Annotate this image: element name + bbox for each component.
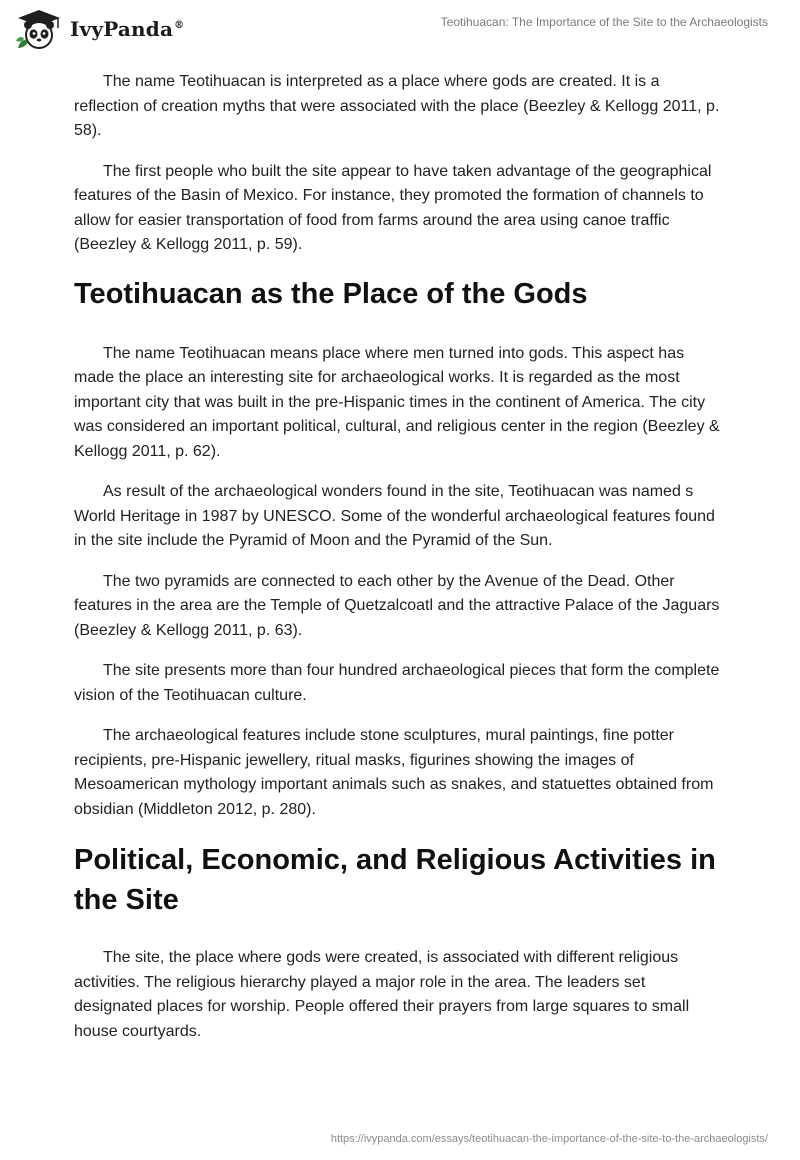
page-header: [0, 0, 800, 60]
ivypanda-logo[interactable]: [14, 8, 184, 50]
paragraph: The two pyramids are connected to each other by the Avenue of the Dead. Other features in the area are the Temple of Quetzalcoatl and the attractive Palace of the Jaguars (Beezley & Kellogg 2011, p. 63).: [74, 572, 720, 639]
paragraph: The site, the place where gods were created, is associated with different religious activities. The religious hierarchy played a major role in the area. The leaders set designated places for worship. People offered their prayers from large squares to small house courtyards.: [74, 949, 690, 1040]
essay-body: [74, 70, 726, 1060]
panda-graduate-icon: [14, 8, 64, 50]
document-title: Teotihuacan: The Importance of the Site to the Archaeologists: [440, 15, 768, 29]
paragraph: The archaeological features include stone sculptures, mural paintings, fine potter recipients, pre-Hispanic jewellery, ritual masks, figurines showing the images of Mesoamerican mythology important animals such as snakes, and statuettes obtained from obsidian (Middleton 2012, p. 280).: [74, 727, 714, 818]
paragraph: The name Teotihuacan is interpreted as a place where gods are created. It is a reflection of creation myths that were associated with the place (Beezley & Kellogg 2011, p. 58).: [74, 73, 720, 139]
paragraph: The site presents more than four hundred archaeological pieces that form the complete vision of the Teotihuacan culture.: [74, 662, 720, 704]
section-heading: Teotihuacan as the Place of the Gods: [74, 277, 588, 310]
paragraph: The name Teotihuacan means place where men turned into gods. This aspect has made the place an interesting site for archaeological works. It is regarded as the most important city that was built in the pre-Hispanic times in the continent of America. The city was considered an important political, cultural, and religious center in the region (Beezley & Kellogg 2011, p. 62).: [74, 344, 720, 460]
paragraph: The first people who built the site appear to have taken advantage of the geographical features of the Basin of Mexico. For instance, they promoted the formation of channels to allow for easier transportation of food from farms around the area using canoe traffic (Beezley & Kellogg 2011, p. 59).: [74, 162, 712, 253]
section-heading: Political, Economic, and Religious Activities in the Site: [74, 844, 716, 916]
brand-name: IvyPanda®: [70, 17, 185, 41]
paragraph: As result of the archaeological wonders found in the site, Teotihuacan was named s World Heritage in 1987 by UNESCO. Some of the wonderful archaeological features found in the site include the Pyramid of Moon and the Pyramid of the Sun.: [74, 483, 715, 549]
source-url[interactable]: https://ivypanda.com/essays/teotihuacan-the-importance-of-the-site-to-the-archaeologists/: [330, 1133, 768, 1145]
registered-mark: ®: [174, 20, 185, 32]
